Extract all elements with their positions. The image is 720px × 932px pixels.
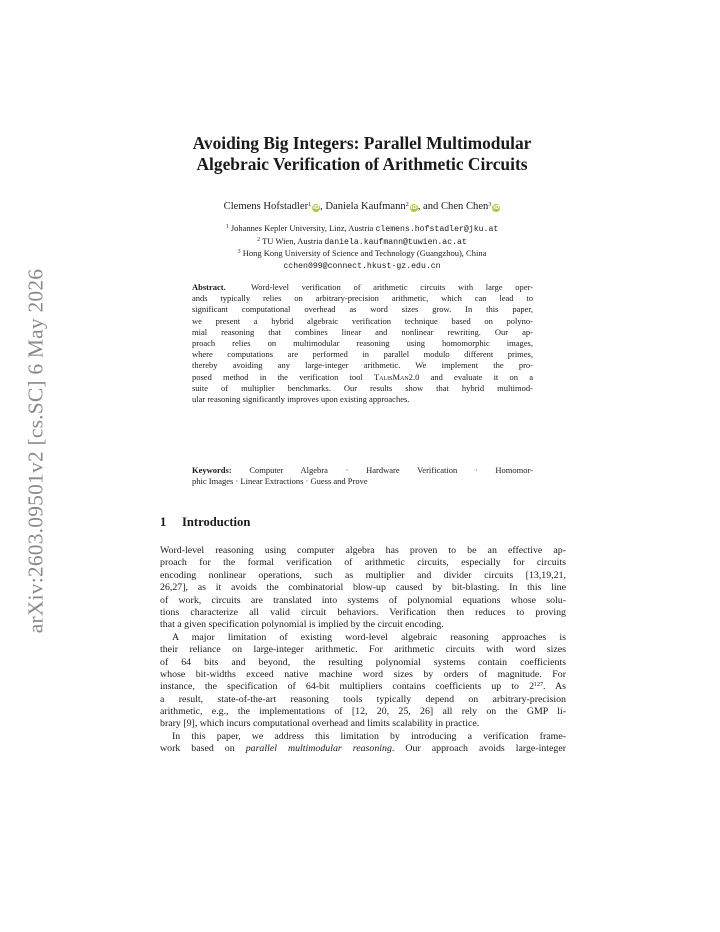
author-name: Daniela Kaufmann	[325, 201, 406, 212]
affiliation-2: $^2$ TU Wien, Austria daniela.kaufmann@tuwien.ac.at	[257, 235, 467, 247]
arxiv-identifier: arXiv:2603.09501v2 [cs.SC] 6 May 2026	[23, 268, 48, 634]
keywords: Keywords: Computer Algebra · Hardware Verification · Homomor- phic Images · Linear Extractions · Guess and Prove	[192, 465, 533, 487]
tool-name: TalisMan	[373, 371, 409, 382]
orcid-icon[interactable]: iD	[312, 205, 320, 211]
affiliation-mark: 2	[405, 202, 409, 208]
affiliation-3: $^3$ Hong Kong University of Science and Technology (Guangzhou), China	[237, 248, 487, 259]
affiliation-3-email	[150, 260, 574, 273]
section-title: Introduction	[182, 515, 251, 529]
paper-title	[150, 133, 574, 175]
email-link[interactable]: daniela.kaufmann@tuwien.ac.at	[324, 237, 467, 247]
title-line-2: Algebraic Verification of Arithmetic Circuits	[196, 154, 528, 174]
affiliation-mark: 3	[488, 202, 492, 208]
email-link[interactable]: cchen099@connect.hkust-gz.edu.cn	[283, 261, 441, 271]
affiliation-mark: 1	[308, 202, 312, 208]
email-link[interactable]: clemens.hofstadler@jku.at	[375, 225, 499, 234]
orcid-icon[interactable]: iD	[410, 205, 417, 211]
author-list: Clemens Hofstadler$^1$ iD, Daniela Kaufmann$^2$ iD, and Chen Chen$^3$ iD	[223, 201, 500, 212]
affiliations	[150, 223, 574, 272]
author-name: Clemens Hofstadler	[223, 201, 309, 212]
abstract: Abstract. Word-level verification of arithmetic circuits with large oper- ands typically relies on arbitrary-precision arithmetic, which can lead to significant computational overhead as word sizes grow. In this paper, we present a hybrid algebraic verification technique based on polyno- mial reasoning that combines linear and nonlinear rewriting. Our ap- proach relies on multimodular reasoning using homomorphic images, where computations are performed in parallel modulo different primes, thereby avoiding any large-integer arithmetic. We implement the pro- posed method in the verification tool TalisMan2.0 and evaluate it on a suite of multiplier benchmarks. Our results show that hybrid multimod- ular reasoning significantly improves upon existing approaches.	[192, 282, 533, 404]
author-name: Chen Chen	[440, 201, 489, 212]
section-heading	[160, 515, 250, 530]
body-text: Word-level reasoning using computer algebra has proven to be an effective ap- proach for the formal verification of arithmetic circuits, especially for circuits encoding nonlinear operations, such as multiplier and divider circuits [13,19,21, 26,27], as it avoids the combinatorial blow-up caused by bit-blasting. In this line of work, circuits are translated into systems of polynomial equations whose solu- tions characterize all valid circuit behaviors. Verification then reduces to proving that a given specification polynomial is implied by the circuit encoding. A major limitation of existing word-level algebraic reasoning approaches is their reliance on large-integer arithmetic. For arithmetic circuits with word sizes of 64 bits and beyond, the resulting polynomial systems contain coefficients whose bit-widths exceed native machine word sizes by orders of magnitude. For instance, the specification of 64-bit multipliers contains coefficients up to $2^{127}$. As a result, state-of-the-art reasoning tools typically depend on arbitrary-precision arithmetic, e.g., the implementations of [12, 20, 25, 26] all rely on the GMP li- brary [9], which incurs computational overhead and limits scalability in practice. In this paper, we address this limitation by introducing a verification frame- work based on parallel multimodular reasoning. Our approach avoids large-integer	[160, 545, 567, 755]
title-line-1: Avoiding Big Integers: Parallel Multimodular	[192, 133, 532, 153]
section-number: 1	[160, 515, 167, 529]
keywords-label: Keywords:	[192, 465, 232, 475]
abstract-label: Abstract.	[192, 282, 226, 292]
orcid-icon[interactable]: iD	[493, 205, 500, 211]
affiliation-1: $^1$ Johannes Kepler University, Linz, Austria clemens.hofstadler@jku.at	[225, 223, 499, 234]
